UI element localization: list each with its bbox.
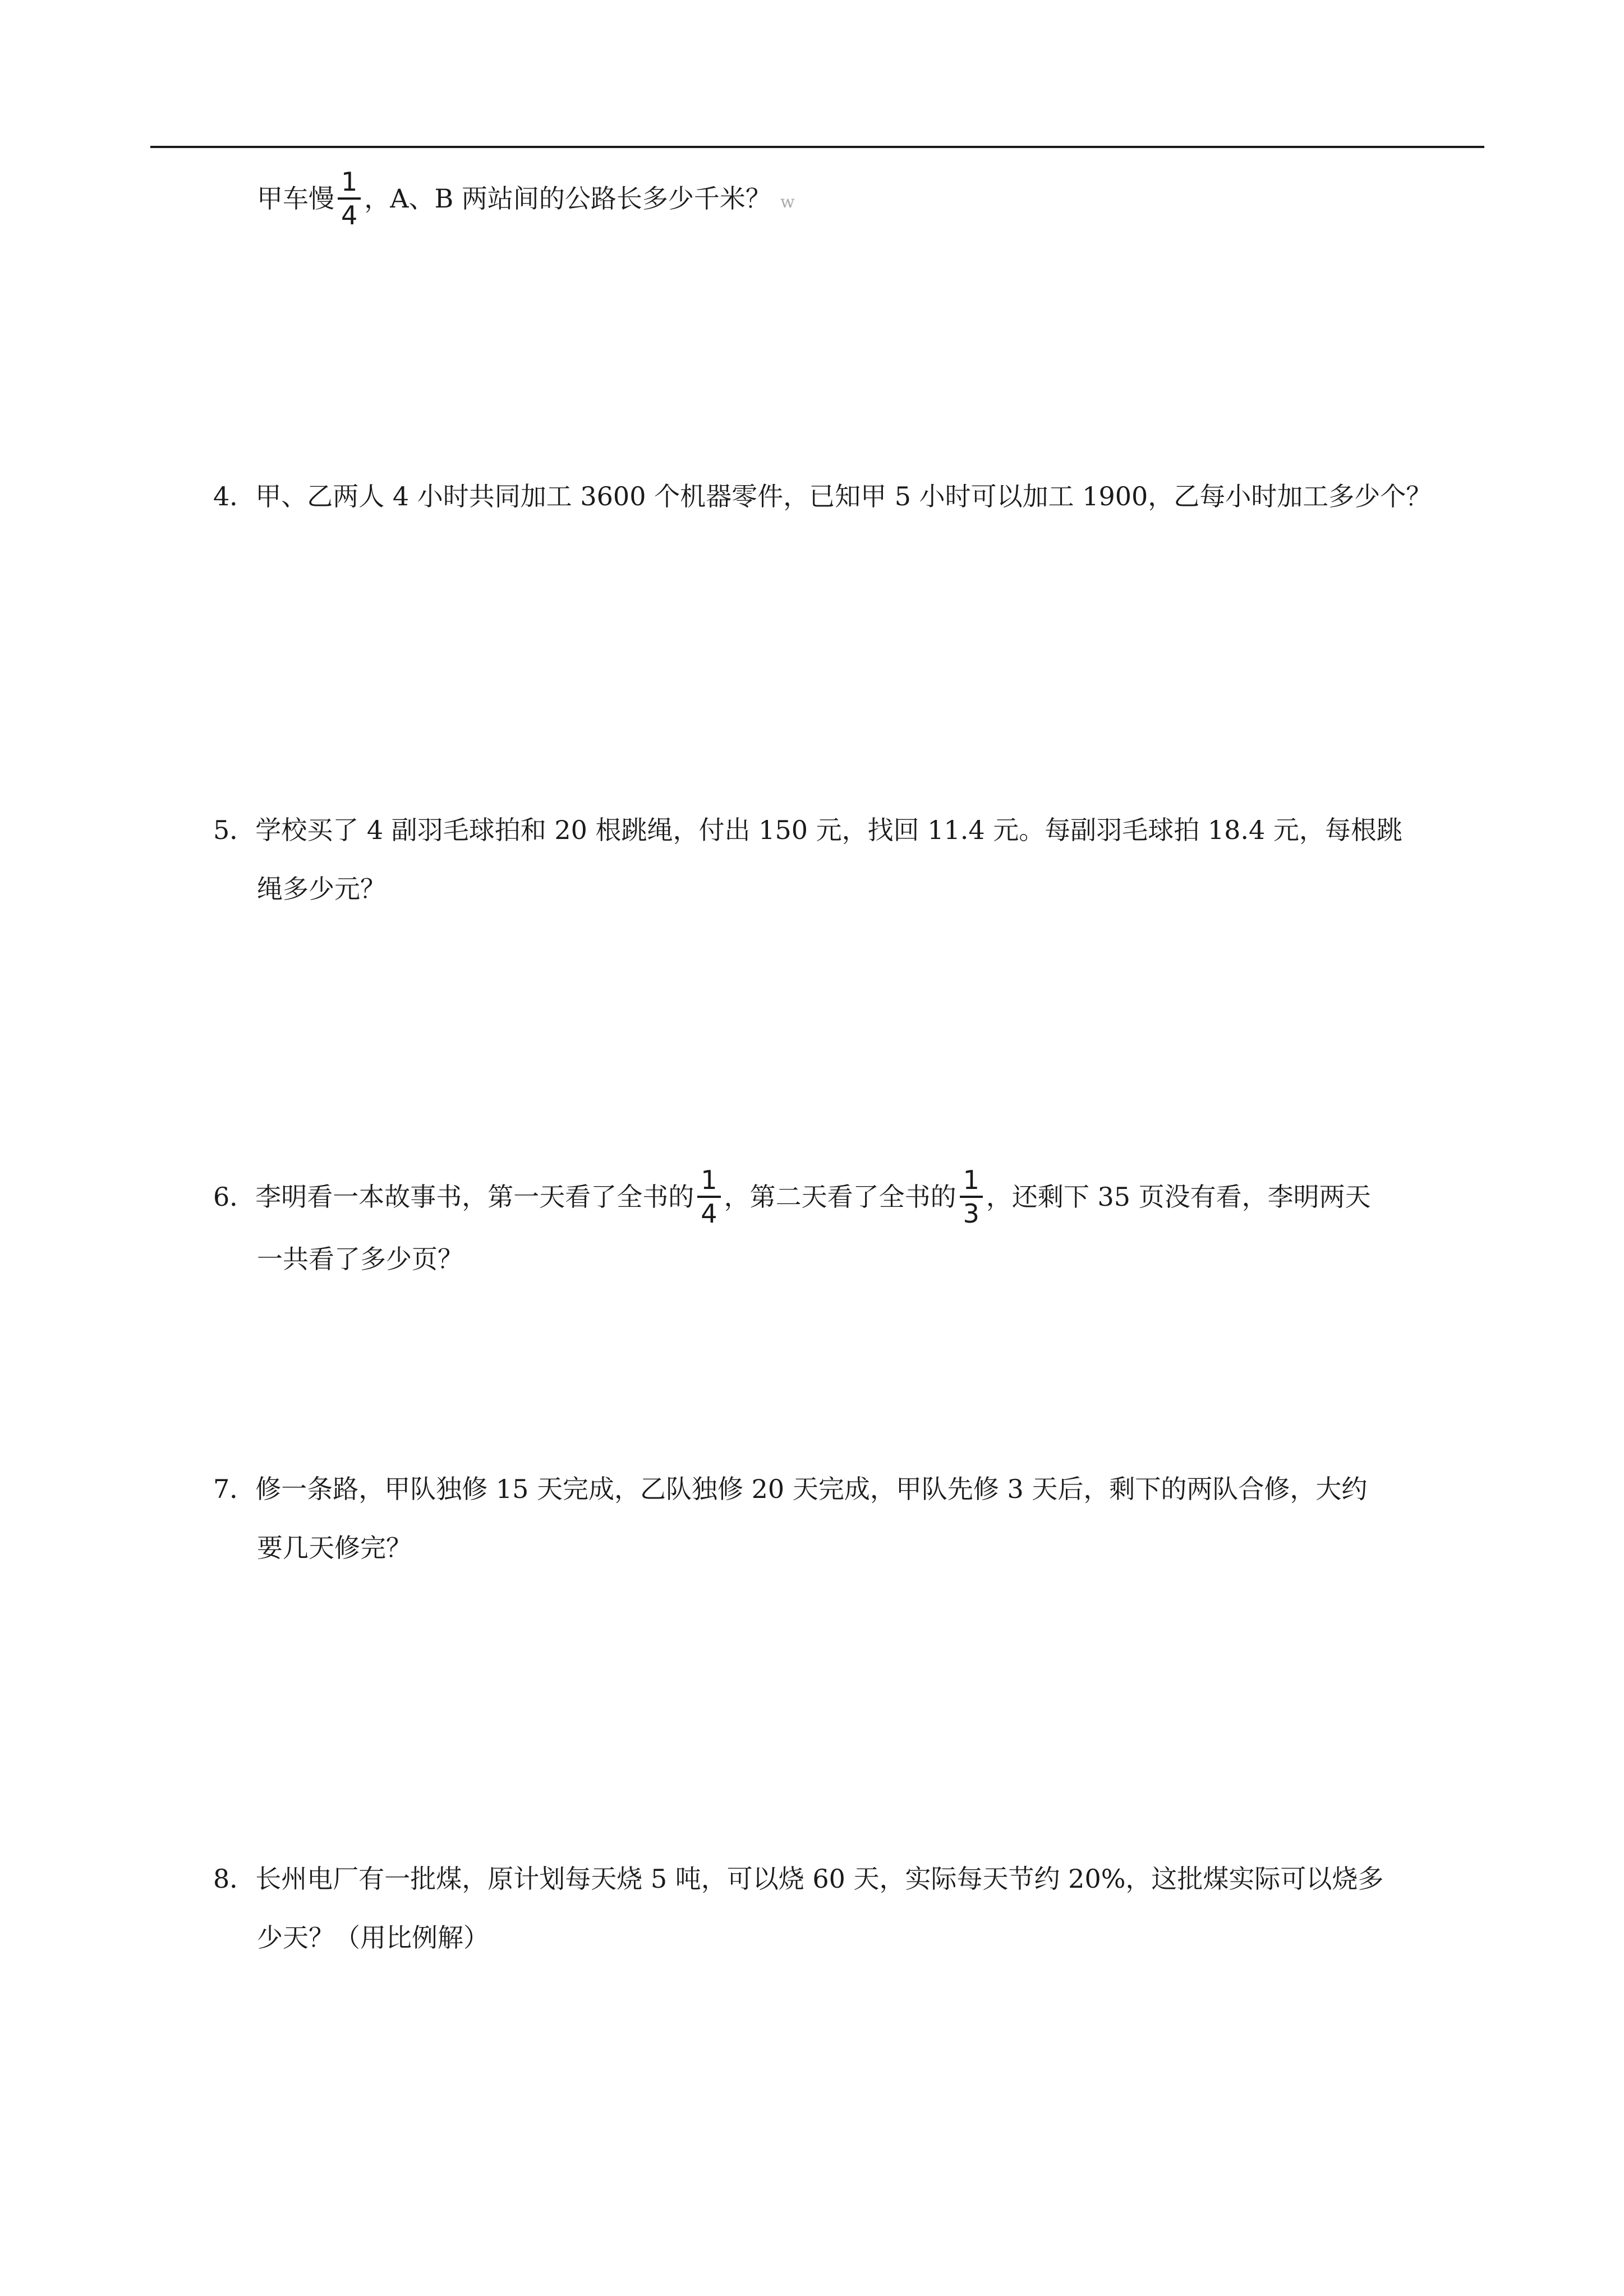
question-6-line-2: 一共看了多少页？	[257, 1244, 463, 1274]
question-5-line-1: 5．学校买了 4 副羽毛球拍和 20 根跳绳，付出 150 元，找回 11.4 元。每副羽毛球拍 18.4 元，每根跳	[213, 815, 1402, 845]
question-4: 4．甲、乙两人 4 小时共同加工 3600 个机器零件，已知甲 5 小时可以加工 1900，乙每小时加工多少个？	[213, 481, 1432, 511]
q3-text-after: ，A、B 两站间的公路长多少千米？	[364, 183, 771, 214]
question-7-line-2: 要几天修完？	[257, 1533, 412, 1563]
fraction-one-third: $\frac{1}{3}$	[960, 1164, 983, 1229]
question-3-continuation	[257, 168, 795, 233]
fraction-one-quarter: $\frac{1}{4}$	[697, 1164, 720, 1229]
header-rule	[150, 146, 1484, 148]
q6-text-c: ，还剩下 35 页没有看，李明两天	[986, 1182, 1371, 1212]
stray-mark: w	[780, 192, 795, 212]
question-7-line-1: 7．修一条路，甲队独修 15 天完成，乙队独修 20 天完成，甲队先修 3 天后，剩下的两队合修，大约	[213, 1474, 1368, 1504]
fraction-one-quarter: $\frac{1}{4}$	[338, 166, 361, 231]
q6-text-b: ，第二天看了全书的	[724, 1182, 956, 1212]
question-8-line-2: 少天？（用比例解）	[257, 1922, 489, 1953]
question-6-line-1	[213, 1167, 1371, 1232]
q3-text-before: 甲车慢	[257, 183, 334, 214]
question-5-line-2: 绳多少元？	[257, 874, 386, 904]
question-8-line-1: 8．长州电厂有一批煤，原计划每天烧 5 吨，可以烧 60 天，实际每天节约 20%，这批煤实际可以烧多	[213, 1864, 1384, 1894]
q6-text-a: 6．李明看一本故事书，第一天看了全书的	[213, 1182, 694, 1212]
